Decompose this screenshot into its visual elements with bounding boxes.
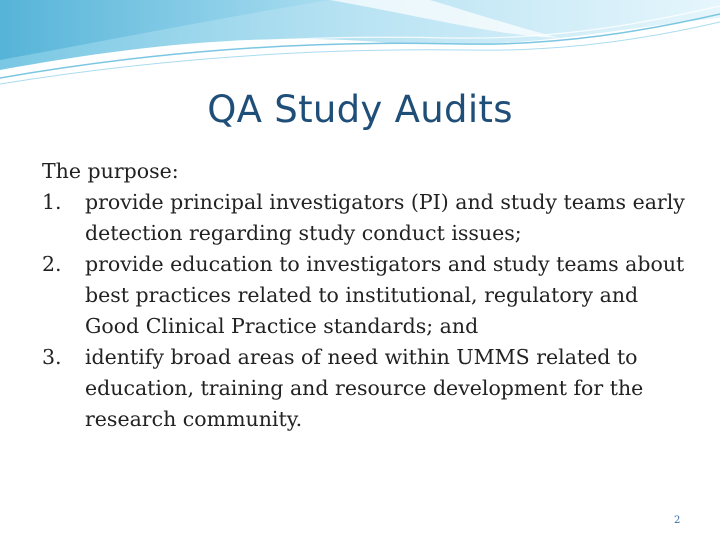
page-number: 2: [674, 515, 681, 526]
list-item: [42, 342, 692, 435]
list-item: [42, 187, 692, 249]
decorative-wave-header: [0, 0, 720, 90]
intro-text: The purpose:: [42, 159, 179, 183]
slide-title: QA Study Audits: [207, 88, 513, 131]
list-item-text: provide education to investigators and study teams about best practices related to institutional, regulatory and Good Clinical Practice standards; and: [85, 252, 685, 338]
list-item-text: identify broad areas of need within UMMS related to education, training and resource development for the research community.: [85, 345, 644, 431]
list-item-text: provide principal investigators (PI) and study teams early detection regarding study conduct issues;: [85, 190, 685, 245]
list-number: 2.: [42, 252, 62, 276]
list-item: [42, 249, 692, 342]
list-number: 1.: [42, 190, 62, 214]
slide-body: [42, 156, 692, 435]
purpose-list: [42, 187, 692, 435]
list-number: 3.: [42, 345, 62, 369]
